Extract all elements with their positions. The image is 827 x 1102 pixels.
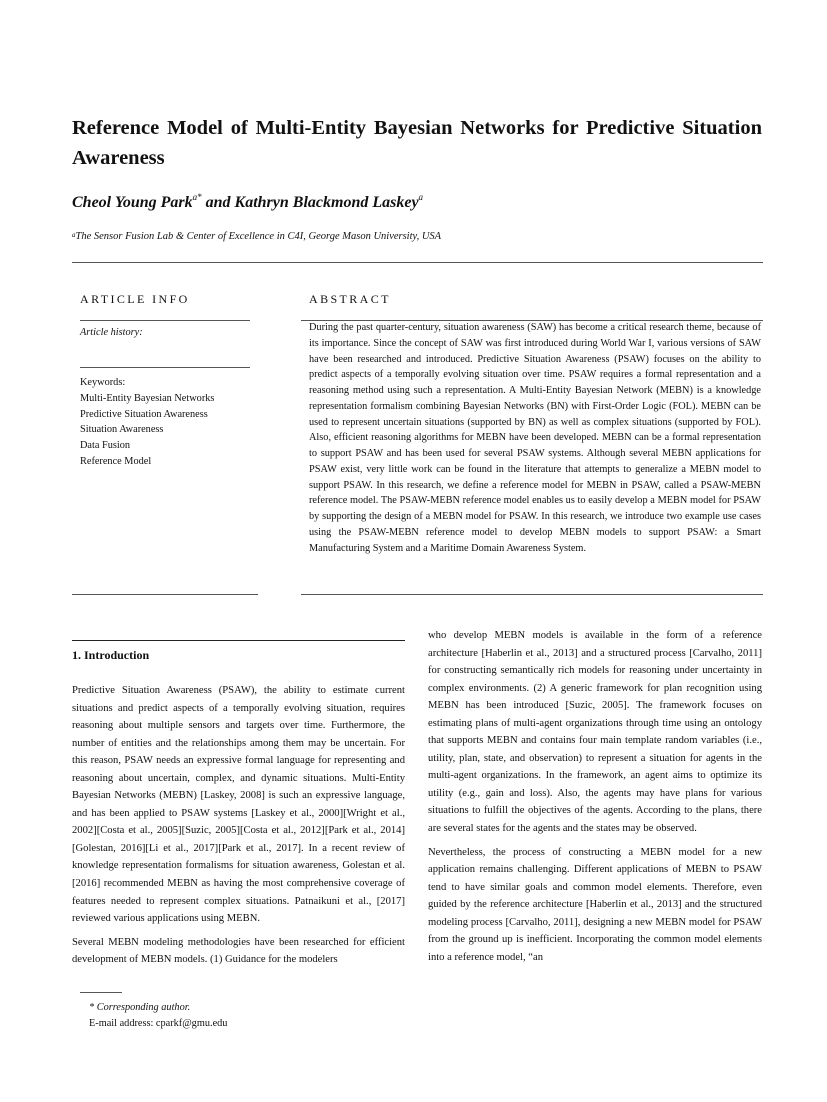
author-affiliation-mark: a (418, 192, 424, 202)
paragraph: Nevertheless, the process of constructing a MEBN model for a new application remains challenging. Different applications of MEBN to PSAW tend to have similar goals and common model elements. Therefore, even guided by the reference architecture [Haberlin et al., 2013] and the structured modeling process [Carvalho, 2011], designing a new MEBN model for PSAW from the ground up is inefficient. Incorporating the common model elements into a reference model, “an (428, 846, 762, 963)
abstract-heading: ABSTRACT (309, 292, 391, 306)
paper-title: Reference Model of Multi-Entity Bayesian Networks for Predictive Situation Awareness (72, 117, 762, 169)
author-affiliation-mark: a* (192, 192, 202, 202)
keyword-item: Predictive Situation Awareness (80, 408, 208, 420)
author-connector: and (201, 194, 235, 211)
author-line (72, 194, 423, 212)
footnote (89, 1000, 227, 1031)
paragraph: who develop MEBN models is available in the form of a reference architecture [Haberlin et al., 2013] and a structured process [Carvalho, 2011] for constructing semantically rich models for reasoning under uncertainty in complex environments. (2) A generic framework for plan recognition using MEBN has been introduced [Suzic, 2005]. The framework focuses on estimating plans of multi-agent organizations through time using an ontology that supports MEBN and contains four main template random variables (i.e., utility, plan, state, and observation) to represent a situation for agents in the multi-agent organizations. In the framework, an agent aims to optimize its utility (e.g., gain and loss). Also, the agents may have plans for various situations to fulfill the objectives of the agents. According to the plans, there are several states for the agents and the states may be observed. (428, 630, 762, 835)
keyword-item: Situation Awareness (80, 424, 164, 436)
intro-heading-rule (72, 640, 405, 641)
article-info-heading: ARTICLE INFO (80, 292, 190, 306)
body-column-left (72, 682, 405, 975)
keyword-item: Multi-Entity Bayesian Networks (80, 392, 215, 404)
corresponding-author-note: * Corresponding author. (89, 1002, 191, 1013)
keywords-label: Keywords: (80, 377, 126, 388)
paragraph: Several MEBN modeling methodologies have been researched for efficient development of MEBN models. (1) Guidance for the modelers (72, 936, 405, 966)
history-divider (80, 367, 250, 368)
header-divider (72, 262, 763, 263)
info-bottom-divider (72, 594, 258, 595)
author-name: Cheol Young Park (72, 194, 193, 211)
abstract-bottom-divider (301, 594, 763, 595)
affiliation-text: The Sensor Fusion Lab & Center of Excellence in C4I, George Mason University, USA (75, 231, 442, 242)
email-address: E-mail address: cparkf@gmu.edu (89, 1017, 228, 1029)
keywords-block (80, 375, 214, 470)
author-name: Kathryn Blackmond Laskey (234, 194, 419, 211)
keyword-item: Reference Model (80, 455, 152, 467)
paragraph: Predictive Situation Awareness (PSAW), the ability to estimate current situations and predict aspects of a temporally evolving situation, requires reasoning about multiple sensors and targets over time. Furthermore, the number of entities and the relationships among them may be uncertain. For this reason, PSAW needs an expressive formal language for representing and reasoning about uncertain, complex, and dynamic situations. Multi-Entity Bayesian Networks (MEBN) [Laskey, 2008] is such an expressive language, and has been applied to PSAW systems [Laskey et al., 2000][Wright et al., 2002][Costa et al., 2005][Suzic, 2005][Costa et al., 2012][Park et al., 2014][Golestan, 2016][Li et al., 2017][Park et al., 2017]. In a recent review of knowledge representation formalisms for situation awareness, Golestan et al. [2016] recommended MEBN as having the most comprehensive coverage of features needed to represent complex situations. Patnaikuni et al., [2017] reviewed various applications using MEBN. (72, 685, 405, 925)
affiliation (72, 231, 441, 242)
section-heading-introduction: 1. Introduction (72, 648, 150, 662)
article-info-divider (80, 320, 250, 321)
body-column-right (428, 627, 762, 972)
article-history-label: Article history: (80, 327, 143, 338)
footnote-rule (80, 992, 122, 993)
affiliation-mark: a (72, 231, 76, 239)
keyword-item: Data Fusion (80, 440, 131, 452)
abstract-text: During the past quarter-century, situation awareness (SAW) has become a critical research theme, because of its importance. Since the concept of SAW was first introduced during World War I, various versions of SAW have been researched and introduced. Predictive Situation Awareness (PSAW) focuses on the ability to predict aspects of a temporally evolving situation over time. PSAW requires a formal representation and a reasoning method using such a representation. A Multi-Entity Bayesian Network (MEBN) is a knowledge representation formalism combining Bayesian Networks (BN) with First-Order Logic (FOL). MEBN can be used to represent uncertain situations (supported by BN) as well as complex situations (supported by FOL). Also, efficient reasoning algorithms for MEBN have been developed. MEBN can be a formal representation to support PSAW and has been used for several PSAW systems. Although several MEBN applications for PSAW exist, very little work can be found in the literature that attempts to generalize a MEBN model to support PSAW. In this research, we define a reference model for MEBN in PSAW, called a PSAW-MEBN reference model. The PSAW-MEBN reference model enables us to easily develop a MEBN model for PSAW by supporting the design of a MEBN model for PSAW. In this research, we introduce two example use cases using the PSAW-MEBN reference model to develop MEBN models to support PSAW: a Smart Manufacturing System and a Maritime Domain Awareness System. (309, 322, 761, 554)
